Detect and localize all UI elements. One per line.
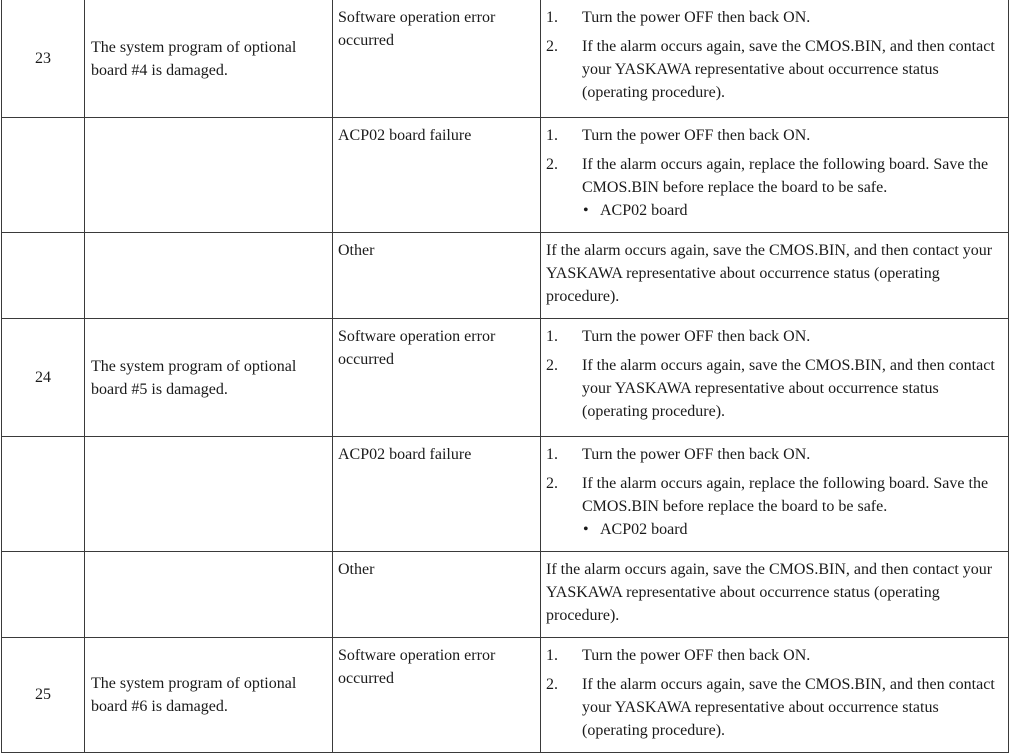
- board-bullet: [546, 199, 1002, 222]
- sub-code-cell: [2, 638, 85, 753]
- table-row: [2, 319, 1009, 437]
- table-row: [2, 118, 1009, 233]
- step-number: 1.: [546, 328, 558, 345]
- cause-cell: [333, 0, 541, 118]
- bullet-text: ACP02 board: [600, 521, 688, 538]
- step-text: Turn the power OFF then back ON.: [582, 9, 811, 26]
- step-text: Turn the power OFF then back ON.: [582, 647, 811, 664]
- sub-code-cell: [2, 552, 85, 638]
- remedy-cell: [541, 638, 1009, 753]
- step-text: If the alarm occurs again, save the CMOS.BIN, and then contact your YASKAWA representative about occurrence status (operating procedure).: [582, 357, 995, 420]
- step-text: If the alarm occurs again, save the CMOS.BIN, and then contact your YASKAWA representative about occurrence status (operating procedure).: [582, 676, 995, 739]
- remedy-step: [546, 472, 1002, 518]
- sub-code-cell: [2, 319, 85, 437]
- table-row: [2, 437, 1009, 552]
- cause-cell: [333, 638, 541, 753]
- bullet-icon: •: [583, 202, 589, 219]
- remedy-step: [546, 6, 1002, 29]
- meaning-text: The system program of optional board #5 is damaged.: [91, 357, 297, 398]
- meaning-cell: [85, 437, 333, 552]
- sub-code: 23: [35, 49, 51, 67]
- table-row: [2, 0, 1009, 118]
- cause-text: Software operation error occurred: [338, 9, 496, 49]
- remedy-step: [546, 644, 1002, 667]
- cause-text: Other: [338, 561, 375, 578]
- meaning-text: The system program of optional board #4 is damaged.: [91, 38, 297, 79]
- cause-text: Software operation error occurred: [338, 328, 496, 368]
- remedy-cell: [541, 552, 1009, 638]
- remedy-step: [546, 443, 1002, 466]
- cause-cell: [333, 437, 541, 552]
- meaning-cell: [85, 552, 333, 638]
- step-number: 2.: [546, 475, 558, 492]
- sub-code-cell: [2, 0, 85, 118]
- cause-text: Software operation error occurred: [338, 647, 496, 687]
- cause-cell: [333, 319, 541, 437]
- cause-cell: [333, 118, 541, 233]
- meaning-cell: [85, 319, 333, 437]
- remedy-step: [546, 325, 1002, 348]
- remedy-step: [546, 153, 1002, 199]
- table-row: [2, 638, 1009, 753]
- remedy-cell: [541, 233, 1009, 319]
- remedy-cell: [541, 118, 1009, 233]
- meaning-cell: [85, 233, 333, 319]
- cause-cell: [333, 233, 541, 319]
- step-number: 2.: [546, 676, 558, 693]
- meaning-cell: [85, 638, 333, 753]
- sub-code-cell: [2, 233, 85, 319]
- remedy-step: [546, 35, 1002, 104]
- remedy-text: If the alarm occurs again, save the CMOS.BIN, and then contact your YASKAWA representative about occurrence status (operating procedure).: [546, 242, 993, 305]
- step-text: Turn the power OFF then back ON.: [582, 328, 811, 345]
- remedy-step: [546, 124, 1002, 147]
- alarm-table: [1, 0, 1009, 753]
- cause-cell: [333, 552, 541, 638]
- bullet-text: ACP02 board: [600, 202, 688, 219]
- alarm-table-body: [2, 0, 1009, 753]
- sub-code: 24: [35, 368, 51, 386]
- step-number: 1.: [546, 9, 558, 26]
- cause-text: ACP02 board failure: [338, 446, 472, 463]
- remedy-cell: [541, 0, 1009, 118]
- remedy-cell: [541, 437, 1009, 552]
- step-number: 1.: [546, 127, 558, 144]
- step-text: If the alarm occurs again, replace the following board. Save the CMOS.BIN before replace the board to be safe.: [582, 475, 989, 515]
- remedy-step: [546, 354, 1002, 423]
- step-text: If the alarm occurs again, replace the following board. Save the CMOS.BIN before replace the board to be safe.: [582, 156, 989, 196]
- sub-code-cell: [2, 118, 85, 233]
- step-number: 2.: [546, 156, 558, 173]
- meaning-cell: [85, 118, 333, 233]
- step-number: 2.: [546, 357, 558, 374]
- step-number: 1.: [546, 647, 558, 664]
- step-text: If the alarm occurs again, save the CMOS.BIN, and then contact your YASKAWA representative about occurrence status (operating procedure).: [582, 38, 995, 101]
- bullet-icon: •: [583, 521, 589, 538]
- board-bullet: [546, 518, 1002, 541]
- step-number: 1.: [546, 446, 558, 463]
- cause-text: Other: [338, 242, 375, 259]
- meaning-cell: [85, 0, 333, 118]
- step-text: Turn the power OFF then back ON.: [582, 446, 811, 463]
- step-number: 2.: [546, 38, 558, 55]
- step-text: Turn the power OFF then back ON.: [582, 127, 811, 144]
- remedy-cell: [541, 319, 1009, 437]
- remedy-text: If the alarm occurs again, save the CMOS.BIN, and then contact your YASKAWA representative about occurrence status (operating procedure).: [546, 561, 993, 624]
- sub-code: 25: [35, 686, 51, 703]
- cause-text: ACP02 board failure: [338, 127, 472, 144]
- table-row: [2, 233, 1009, 319]
- meaning-text: The system program of optional board #6 is damaged.: [91, 675, 297, 715]
- sub-code-cell: [2, 437, 85, 552]
- table-row: [2, 552, 1009, 638]
